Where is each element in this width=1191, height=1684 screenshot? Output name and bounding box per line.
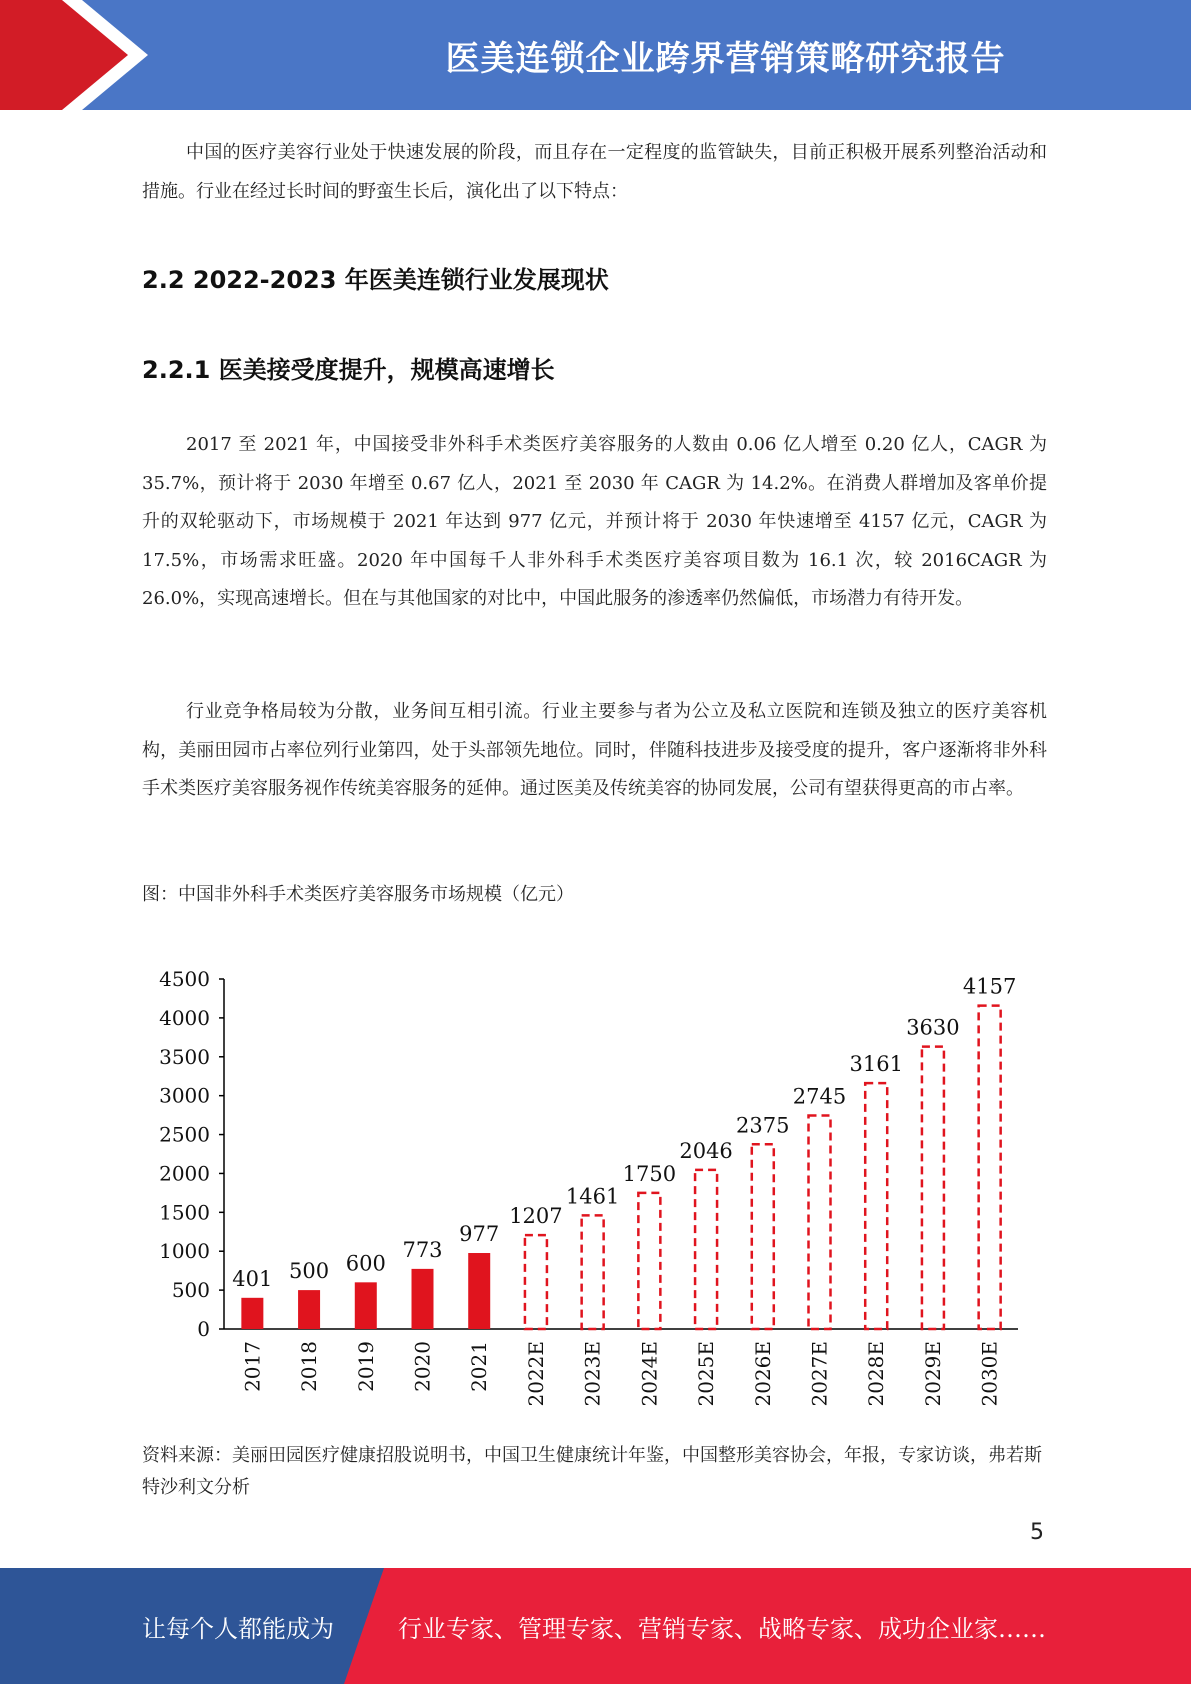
market-size-bar-chart bbox=[140, 955, 1040, 1415]
x-tick-label: 2018 bbox=[297, 1341, 322, 1392]
bar-forecast bbox=[752, 1144, 774, 1329]
source-note: 资料来源：美丽田园医疗健康招股说明书，中国卫生健康统计年鉴，中国整形美容协会，年报，专家访谈，弗若斯特沙利文分析 bbox=[142, 1445, 1042, 1498]
y-tick-label: 3000 bbox=[159, 1083, 210, 1108]
section-heading-2-2-1: 2.2.1 医美接受度提升，规模高速增长 bbox=[142, 356, 555, 384]
bar-actual bbox=[468, 1253, 490, 1329]
y-tick-label: 2500 bbox=[159, 1122, 210, 1147]
page-header bbox=[0, 0, 1191, 110]
data-label: 1461 bbox=[565, 1184, 620, 1209]
x-tick-label: 2022E bbox=[523, 1341, 548, 1407]
data-label: 2375 bbox=[736, 1113, 790, 1138]
y-tick-label: 0 bbox=[197, 1317, 210, 1341]
footer-slogan-right: 行业专家、管理专家、营销专家、战略专家、成功企业家…… bbox=[398, 1614, 1046, 1643]
paragraph-competition: 行业竞争格局较为分散，业务间互相引流。行业主要参与者为公立及私立医院和连锁及独立的医疗美容机构，美丽田园市占率位列行业第四，处于头部领先地位。同时，伴随科技进步及接受度的提升，客户逐渐将非外科手术类医疗美容服务视作传统美容服务的延伸。通过医美及传统美容的协同发展，公司有望获得更高的市占率。 bbox=[142, 701, 1047, 799]
x-tick-label: 2030E bbox=[977, 1341, 1002, 1407]
x-tick-label: 2017 bbox=[240, 1341, 265, 1392]
bar-forecast bbox=[922, 1047, 944, 1329]
data-label: 1207 bbox=[509, 1204, 563, 1229]
figure-caption: 图：中国非外科手术类医疗美容服务市场规模（亿元） bbox=[142, 884, 574, 905]
x-tick-label: 2019 bbox=[353, 1341, 378, 1392]
bar-forecast bbox=[809, 1116, 831, 1330]
bar-forecast bbox=[638, 1193, 660, 1329]
x-tick-label: 2026E bbox=[750, 1341, 775, 1407]
data-label: 500 bbox=[289, 1259, 330, 1284]
report-title: 医美连锁企业跨界营销策略研究报告 bbox=[445, 38, 1006, 79]
y-tick-label: 4500 bbox=[159, 967, 210, 991]
section-heading-2-2: 2.2 2022-2023 年医美连锁行业发展现状 bbox=[142, 266, 609, 294]
y-tick-label: 1500 bbox=[159, 1200, 210, 1225]
bar-forecast bbox=[582, 1215, 604, 1329]
y-tick-label: 500 bbox=[171, 1278, 210, 1303]
data-label: 1750 bbox=[622, 1161, 677, 1186]
x-tick-label: 2024E bbox=[637, 1341, 662, 1407]
bar-actual bbox=[355, 1282, 377, 1329]
header-arrow-decoration bbox=[0, 0, 300, 110]
data-label: 2745 bbox=[792, 1084, 847, 1109]
data-label: 2046 bbox=[679, 1138, 733, 1163]
paragraph-market-growth: 2017 至 2021 年，中国接受非外科手术类医疗美容服务的人数由 0.06 亿人增至 0.20 亿人，CAGR 为 35.7%，预计将于 2030 年增至 0.67 亿人，2021 至 2030 年 CAGR 为 14.2%。在消费人群增加及客单价提升的双轮驱动下，市场规模于 2021 年达到 977 亿元，并预计将于 2030 年快速增至 4157 亿元，CAGR 为 17.5%，市场需求旺盛。2020 年中国每千人非外科手术类医疗美容项目数为 16.1 次，较 2016CAGR 为 26.0%，实现高速增长。但在与其他国家的对比中，中国此服务的渗透率仍然偏低，市场潜力有待开发。 bbox=[142, 434, 1047, 609]
page-number: 5 bbox=[1030, 1520, 1044, 1545]
data-label: 600 bbox=[345, 1251, 386, 1276]
bar-actual bbox=[412, 1269, 434, 1329]
x-tick-label: 2023E bbox=[580, 1341, 605, 1407]
x-tick-label: 2021 bbox=[467, 1341, 492, 1392]
y-tick-label: 2000 bbox=[159, 1161, 210, 1186]
data-label: 4157 bbox=[962, 974, 1017, 999]
data-label: 3161 bbox=[849, 1052, 903, 1077]
bar-forecast bbox=[979, 1006, 1001, 1329]
data-label: 401 bbox=[232, 1266, 273, 1291]
y-tick-label: 3500 bbox=[159, 1044, 210, 1069]
x-tick-label: 2029E bbox=[920, 1341, 945, 1407]
data-label: 3630 bbox=[906, 1015, 960, 1040]
y-tick-label: 1000 bbox=[159, 1239, 210, 1264]
y-tick-label: 4000 bbox=[159, 1005, 210, 1030]
footer-slogan-left: 让每个人都能成为 bbox=[142, 1614, 334, 1643]
data-label: 773 bbox=[402, 1237, 443, 1262]
x-tick-label: 2020 bbox=[410, 1341, 435, 1392]
x-tick-label: 2028E bbox=[864, 1341, 889, 1407]
bar-forecast bbox=[865, 1083, 887, 1329]
intro-paragraph: 中国的医疗美容行业处于快速发展的阶段，而且存在一定程度的监管缺失，目前正积极开展系列整治活动和措施。行业在经过长时间的野蛮生长后，演化出了以下特点： bbox=[142, 142, 1047, 202]
page-footer bbox=[0, 1568, 1191, 1684]
x-tick-label: 2027E bbox=[807, 1341, 832, 1407]
bar-forecast bbox=[525, 1235, 547, 1329]
bar-actual bbox=[298, 1290, 320, 1329]
x-tick-label: 2025E bbox=[694, 1341, 719, 1407]
bar-actual bbox=[241, 1298, 263, 1329]
data-label: 977 bbox=[459, 1222, 500, 1247]
bar-forecast bbox=[695, 1170, 717, 1329]
